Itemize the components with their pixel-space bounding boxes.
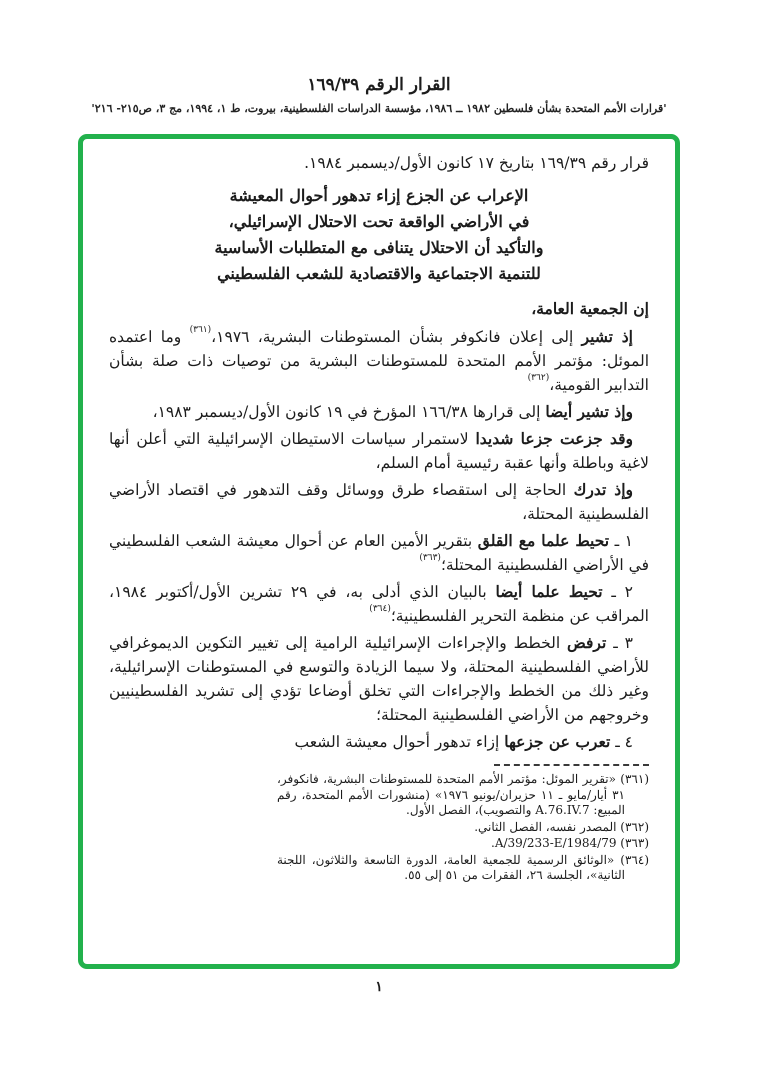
heading-line-4: للتنمية الاجتماعية والاقتصادية للشعب الفلسطيني [217,264,541,283]
text-segment: ترفض [567,633,607,652]
preambular-paragraph-2 [109,400,649,424]
footnotes-block [277,772,649,884]
text-segment: ١ ـ [609,532,633,550]
text-segment: الخطط والإجراءات الإسرائيلية الرامية إلى تغيير التكوين الديموغرافي للأراضي الفلسطينية المحتلة، ولا سيما الزيادة والتوسع في المستوطنات الإسرائيلية، وغير ذلك من الخطط والإجراءات التي تخلق أوضاعا تؤدي إلى تشريد الفلسطينيين وخروجهم من الأراضي الفلسطينية المحتلة؛ [109,634,649,724]
resolution-heading [109,183,649,287]
text-segment: وإذ تشير أيضا [545,402,633,421]
text-segment: وما اعتمده الموئل: مؤتمر الأمم المتحدة للمستوطنات البشرية من توصيات ذات صلة بشأن التدابير القومية، [109,328,649,394]
preambular-paragraph-3 [109,427,649,475]
text-segment: إلى إعلان فانكوفر بشأن المستوطنات البشرية، ١٩٧٦، [211,328,582,346]
text-segment: وإذ تدرك [573,480,633,499]
text-segment: وقد جزعت جزعا شديدا [475,429,633,448]
heading-line-2: في الأراضي الواقعة تحت الاحتلال الإسرائيلي، [228,212,530,231]
operative-paragraph-4 [109,730,649,754]
footnote-marker: (٣٦٣) [419,552,441,563]
footnote-362: (٣٦٢) المصدر نفسه، الفصل الثاني. [474,819,649,834]
text-segment: الحاجة إلى استقصاء طرق ووسائل وقف التدهور في اقتصاد الأراضي الفلسطينية المحتلة، [109,481,649,523]
text-segment: لاستمرار سياسات الاستيطان الإسرائيلية التي أعلن أنها لاغية وباطلة وأنها عقبة رئيسية أمام السلم، [109,430,649,472]
text-segment: إلى قرارها ١٦٦/٣٨ المؤرخ في ١٩ كانون الأول/ديسمبر ١٩٨٣، [152,403,546,421]
text-segment: تعرب عن جزعها [504,732,611,751]
operative-paragraph-3 [109,631,649,727]
footnote-marker: (٣٦٤) [369,603,391,614]
preambular-paragraph-1 [109,325,649,397]
text-segment: ٢ ـ [602,583,633,601]
page-number: ١ [375,979,383,995]
footnote-marker: (٣٦١) [189,324,212,335]
text-segment: تحيط علما أيضا [495,582,603,601]
resolution-border-box [78,134,680,969]
footnote-marker: (٣٦٢) [527,372,550,383]
decree-date-line: قرار رقم ١٦٩/٣٩ بتاريخ ١٧ كانون الأول/ديسمبر ١٩٨٤. [304,154,649,172]
footnote-separator [494,764,649,766]
text-segment: تحيط علما مع القلق [477,531,610,550]
footnote-364: (٣٦٤) «الوثائق الرسمية للجمعية العامة، الدورة التاسعة والثلاثون، اللجنة الثانية»، الجلسة ٢٦، الفقرات من ٥١ إلى ٥٥. [277,852,649,882]
text-segment: بتقرير الأمين العام عن أحوال معيشة الشعب الفلسطيني في الأراضي الفلسطينية المحتلة؛ [109,532,649,574]
document-title: القرار الرقم ١٦٩/٣٩ [307,75,451,95]
heading-line-3: والتأكيد أن الاحتلال يتنافى مع المتطلبات الأساسية [214,238,544,257]
heading-line-1: الإعراب عن الجزع إزاء تدهور أحوال المعيشة [229,186,529,205]
footnote-363: (٣٦٣) A/39/233-E/1984/79. [491,836,649,850]
text-segment: ٤ ـ [610,733,633,751]
source-citation-line: 'قرارات الأمم المتحدة بشأن فلسطين ١٩٨٢ ــ ١٩٨٦، مؤسسة الدراسات الفلسطينية، بيروت، ط ١، ١٩٩٤، مج ٣، ص٢١٥- ٢١٦' [91,102,667,115]
text-segment: بالبيان الذي أدلى به، في ٢٩ تشرين الأول/أكتوبر ١٩٨٤، المراقب عن منظمة التحرير الفلسطينية؛ [109,583,649,625]
text-segment: ٣ ـ [606,634,633,652]
footnote-361: (٣٦١) «تقرير الموئل: مؤتمر الأمم المتحدة للمستوطنات البشرية، فانكوفر، ٣١ أيار/مايو ـ ١١ حزيران/يونيو ١٩٧٦» (منشورات الأمم المتحدة، رقم المبيع: A.76.IV.7 والتصويب)، الفصل الأول. [277,772,649,817]
text-segment: إذ تشير [581,327,633,346]
operative-paragraph-2 [109,580,649,628]
opening-line: إن الجمعية العامة، [531,299,649,318]
text-segment: إزاء تدهور أحوال معيشة الشعب [294,733,505,751]
operative-paragraph-1 [109,529,649,577]
preambular-paragraph-4 [109,478,649,526]
